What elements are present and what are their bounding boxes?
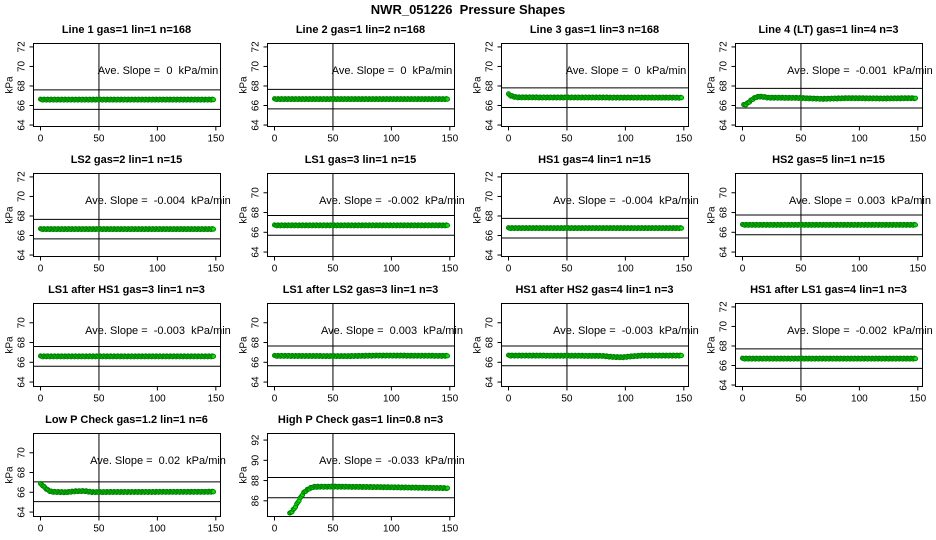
slope-annotation: Ave. Slope = -0.033 kPa/min [319, 455, 465, 467]
subplot-5 [0, 150, 234, 280]
y-tick-label: 64 [718, 246, 730, 258]
subplot-title: Low P Check gas=1.2 lin=1 n=6 [45, 414, 208, 426]
y-tick-label: 66 [484, 356, 496, 368]
data-point [913, 96, 917, 100]
x-tick-label: 100 [149, 523, 166, 535]
slope-annotation: Ave. Slope = 0.003 kPa/min [789, 195, 931, 207]
data-point [913, 357, 917, 361]
subplot-10 [234, 280, 468, 410]
subplot-14 [234, 410, 468, 540]
x-tick-label: 150 [909, 263, 927, 275]
y-axis-label: kPa [238, 466, 250, 484]
x-tick-label: 0 [739, 393, 746, 405]
plot-box [34, 304, 221, 387]
y-axis-label: kPa [706, 206, 718, 224]
y-tick-label: 68 [250, 80, 262, 92]
plot-box [34, 434, 221, 517]
subplot-title: LS1 gas=3 lin=1 n=15 [304, 154, 417, 166]
y-tick-label: 64 [484, 376, 496, 388]
subplot-title: Line 4 (LT) gas=1 lin=4 n=3 [758, 24, 899, 36]
slope-annotation: Ave. Slope = -0.001 kPa/min [787, 65, 933, 77]
y-tick-label: 68 [484, 80, 496, 92]
y-tick-label: 64 [718, 379, 730, 391]
y-tick-label: 70 [718, 187, 730, 199]
data-point [445, 354, 449, 358]
y-tick-label: 68 [16, 210, 28, 222]
y-axis-label: kPa [238, 76, 250, 94]
plot-area [234, 410, 468, 540]
plot-box [736, 304, 923, 387]
x-tick-label: 150 [441, 133, 459, 145]
subplot-1 [0, 20, 234, 150]
plot-area [0, 280, 234, 410]
plot-box [268, 304, 455, 387]
y-tick-label: 68 [718, 340, 730, 352]
x-tick-label: 150 [441, 263, 459, 275]
y-tick-label: 70 [718, 60, 730, 73]
subplot-title: LS1 after HS1 gas=3 lin=1 n=3 [48, 284, 205, 296]
x-tick-label: 100 [383, 523, 400, 535]
x-tick-label: 0 [271, 133, 278, 145]
slope-annotation: Ave. Slope = -0.002 kPa/min [787, 325, 933, 337]
x-tick-label: 100 [383, 393, 400, 405]
y-tick-label: 68 [484, 210, 496, 222]
slope-annotation: Ave. Slope = 0.02 kPa/min [90, 455, 226, 467]
y-tick-label: 66 [250, 356, 262, 368]
x-tick-label: 50 [561, 393, 573, 405]
y-tick-label: 86 [250, 495, 262, 507]
y-tick-label: 66 [16, 486, 28, 498]
data-point [913, 223, 917, 227]
plot-area [234, 280, 468, 410]
subplot-8 [702, 150, 936, 280]
y-tick-label: 68 [16, 80, 28, 92]
y-axis-label: kPa [706, 76, 718, 94]
x-tick-label: 0 [271, 523, 278, 535]
subplot-title: Line 2 gas=1 lin=2 n=168 [295, 24, 426, 36]
subplot-6 [234, 150, 468, 280]
data-point [679, 226, 683, 230]
x-tick-label: 150 [207, 263, 225, 275]
slope-annotation: Ave. Slope = -0.002 kPa/min [319, 195, 465, 207]
y-tick-label: 70 [484, 190, 496, 203]
data-point [445, 97, 449, 101]
plot-area [702, 150, 936, 280]
subplot-11 [468, 280, 702, 410]
subplot-title: HS1 after LS1 gas=4 lin=1 n=3 [750, 284, 907, 296]
x-tick-label: 0 [271, 263, 278, 275]
x-tick-label: 100 [149, 263, 166, 275]
y-axis-label: kPa [4, 336, 16, 354]
subplot-3 [468, 20, 702, 150]
y-tick-label: 66 [16, 356, 28, 368]
y-tick-label: 72 [250, 41, 262, 53]
y-axis-label: kPa [472, 76, 484, 94]
y-tick-label: 70 [718, 320, 730, 333]
y-axis-label: kPa [472, 206, 484, 224]
x-tick-label: 0 [37, 263, 44, 275]
x-tick-label: 100 [383, 263, 400, 275]
x-tick-label: 150 [441, 393, 459, 405]
x-tick-label: 100 [851, 133, 868, 145]
plot-box [736, 44, 923, 127]
slope-annotation: Ave. Slope = 0.003 kPa/min [321, 325, 463, 337]
x-tick-label: 0 [37, 133, 44, 145]
x-tick-label: 150 [675, 263, 693, 275]
y-tick-label: 66 [484, 229, 496, 242]
x-tick-label: 100 [617, 263, 634, 275]
y-tick-label: 64 [16, 249, 28, 261]
y-tick-label: 70 [250, 60, 262, 73]
y-tick-label: 72 [16, 41, 28, 53]
y-tick-label: 66 [16, 229, 28, 242]
y-tick-label: 70 [16, 317, 28, 329]
x-tick-label: 50 [561, 133, 573, 145]
slope-annotation: Ave. Slope = -0.004 kPa/min [85, 195, 231, 207]
x-tick-label: 0 [37, 393, 44, 405]
y-axis-label: kPa [472, 336, 484, 354]
x-tick-label: 150 [207, 393, 225, 405]
y-tick-label: 64 [484, 119, 496, 131]
x-tick-label: 0 [505, 133, 512, 145]
y-tick-label: 92 [250, 434, 262, 446]
x-tick-label: 0 [739, 133, 746, 145]
plot-box [502, 44, 689, 127]
x-tick-label: 50 [93, 133, 105, 145]
slope-annotation: Ave. Slope = 0 kPa/min [331, 65, 453, 77]
x-tick-label: 0 [505, 263, 512, 275]
y-tick-label: 64 [250, 376, 262, 388]
x-tick-label: 150 [909, 133, 927, 145]
x-tick-label: 100 [617, 133, 634, 145]
y-tick-label: 68 [250, 336, 262, 349]
subplot-13 [0, 410, 234, 540]
x-tick-label: 100 [851, 393, 868, 405]
y-tick-label: 70 [16, 190, 28, 203]
subplot-12 [702, 280, 936, 410]
plot-area [468, 280, 702, 410]
x-tick-label: 150 [909, 393, 927, 405]
y-tick-label: 70 [16, 60, 28, 73]
y-tick-label: 70 [484, 60, 496, 73]
y-tick-label: 72 [484, 41, 496, 53]
y-tick-label: 70 [250, 187, 262, 199]
y-tick-label: 64 [250, 246, 262, 258]
y-tick-label: 66 [718, 226, 730, 238]
data-point [679, 96, 683, 100]
plot-box [268, 44, 455, 127]
y-tick-label: 64 [250, 119, 262, 131]
subplot-title: HS1 gas=4 lin=1 n=15 [538, 154, 651, 166]
y-axis-label: kPa [4, 76, 16, 94]
y-tick-label: 64 [16, 506, 28, 518]
y-tick-label: 68 [16, 336, 28, 349]
subplot-4 [702, 20, 936, 150]
y-tick-label: 66 [718, 359, 730, 372]
x-tick-label: 150 [675, 133, 693, 145]
y-tick-label: 72 [718, 41, 730, 53]
y-tick-label: 68 [718, 206, 730, 219]
data-point [445, 486, 449, 490]
x-tick-label: 150 [675, 393, 693, 405]
y-axis-label: kPa [4, 466, 16, 484]
y-tick-label: 70 [250, 317, 262, 329]
slope-annotation: Ave. Slope = -0.004 kPa/min [553, 195, 699, 207]
x-tick-label: 50 [93, 263, 105, 275]
x-tick-label: 150 [207, 523, 225, 535]
y-axis-label: kPa [4, 206, 16, 224]
y-tick-label: 68 [16, 466, 28, 479]
plot-area [468, 20, 702, 150]
y-tick-label: 64 [718, 119, 730, 131]
subplot-title: HS1 after HS2 gas=4 lin=1 n=3 [515, 284, 674, 296]
subplot-7 [468, 150, 702, 280]
plot-area [0, 20, 234, 150]
plot-area [468, 150, 702, 280]
subplot-title: Line 1 gas=1 lin=1 n=168 [61, 24, 192, 36]
x-tick-label: 50 [327, 133, 339, 145]
x-tick-label: 50 [561, 263, 573, 275]
plot-box [502, 304, 689, 387]
x-tick-label: 0 [37, 523, 44, 535]
data-point [679, 353, 683, 357]
y-axis-label: kPa [238, 206, 250, 224]
data-point [211, 354, 215, 358]
x-tick-label: 0 [739, 263, 746, 275]
data-point [211, 490, 215, 494]
plot-box [34, 174, 221, 257]
subplot-title: LS2 gas=2 lin=1 n=15 [70, 154, 183, 166]
y-axis-label: kPa [238, 336, 250, 354]
plot-area [0, 410, 234, 540]
x-tick-label: 50 [795, 393, 807, 405]
x-tick-label: 50 [327, 263, 339, 275]
y-tick-label: 64 [484, 249, 496, 261]
y-tick-label: 70 [484, 317, 496, 329]
subplot-title: HS2 gas=5 lin=1 n=15 [772, 154, 885, 166]
x-tick-label: 100 [383, 133, 400, 145]
x-tick-label: 150 [441, 523, 459, 535]
subplot-2 [234, 20, 468, 150]
plot-box [502, 174, 689, 257]
x-tick-label: 50 [93, 393, 105, 405]
y-tick-label: 68 [484, 336, 496, 349]
x-tick-label: 100 [617, 393, 634, 405]
slope-annotation: Ave. Slope = -0.003 kPa/min [85, 325, 231, 337]
y-tick-label: 72 [484, 171, 496, 183]
y-tick-label: 66 [16, 99, 28, 112]
subplot-title: High P Check gas=1 lin=0.8 n=3 [277, 414, 444, 426]
x-tick-label: 100 [149, 393, 166, 405]
y-tick-label: 72 [718, 301, 730, 313]
y-tick-label: 90 [250, 454, 262, 466]
data-point [211, 227, 215, 231]
data-point [445, 223, 449, 227]
y-tick-label: 70 [16, 447, 28, 459]
x-tick-label: 50 [795, 263, 807, 275]
x-tick-label: 50 [93, 523, 105, 535]
subplot-title: Line 3 gas=1 lin=3 n=168 [529, 24, 660, 36]
page-title: NWR_051226 Pressure Shapes [370, 2, 566, 17]
y-tick-label: 64 [16, 119, 28, 131]
x-tick-label: 50 [795, 133, 807, 145]
slope-annotation: Ave. Slope = 0 kPa/min [565, 65, 687, 77]
slope-annotation: Ave. Slope = -0.003 kPa/min [553, 325, 699, 337]
x-tick-label: 0 [505, 393, 512, 405]
plot-box [34, 44, 221, 127]
subplot-title: LS1 after LS2 gas=3 lin=1 n=3 [282, 284, 439, 296]
y-tick-label: 72 [16, 171, 28, 183]
plot-area [234, 20, 468, 150]
data-point [211, 98, 215, 102]
plot-area [0, 150, 234, 280]
y-tick-label: 88 [250, 475, 262, 487]
y-tick-label: 66 [718, 99, 730, 112]
y-tick-label: 66 [250, 226, 262, 238]
y-tick-label: 68 [250, 206, 262, 219]
y-axis-label: kPa [706, 336, 718, 354]
plot-area [702, 20, 936, 150]
x-tick-label: 150 [207, 133, 225, 145]
plot-area [702, 280, 936, 410]
y-tick-label: 66 [250, 99, 262, 112]
x-tick-label: 50 [327, 523, 339, 535]
x-tick-label: 100 [149, 133, 166, 145]
plot-area [234, 150, 468, 280]
slope-annotation: Ave. Slope = 0 kPa/min [97, 65, 219, 77]
subplot-9 [0, 280, 234, 410]
y-tick-label: 64 [16, 376, 28, 388]
x-tick-label: 0 [271, 393, 278, 405]
x-tick-label: 100 [851, 263, 868, 275]
y-tick-label: 66 [484, 99, 496, 112]
x-tick-label: 50 [327, 393, 339, 405]
y-tick-label: 68 [718, 80, 730, 92]
